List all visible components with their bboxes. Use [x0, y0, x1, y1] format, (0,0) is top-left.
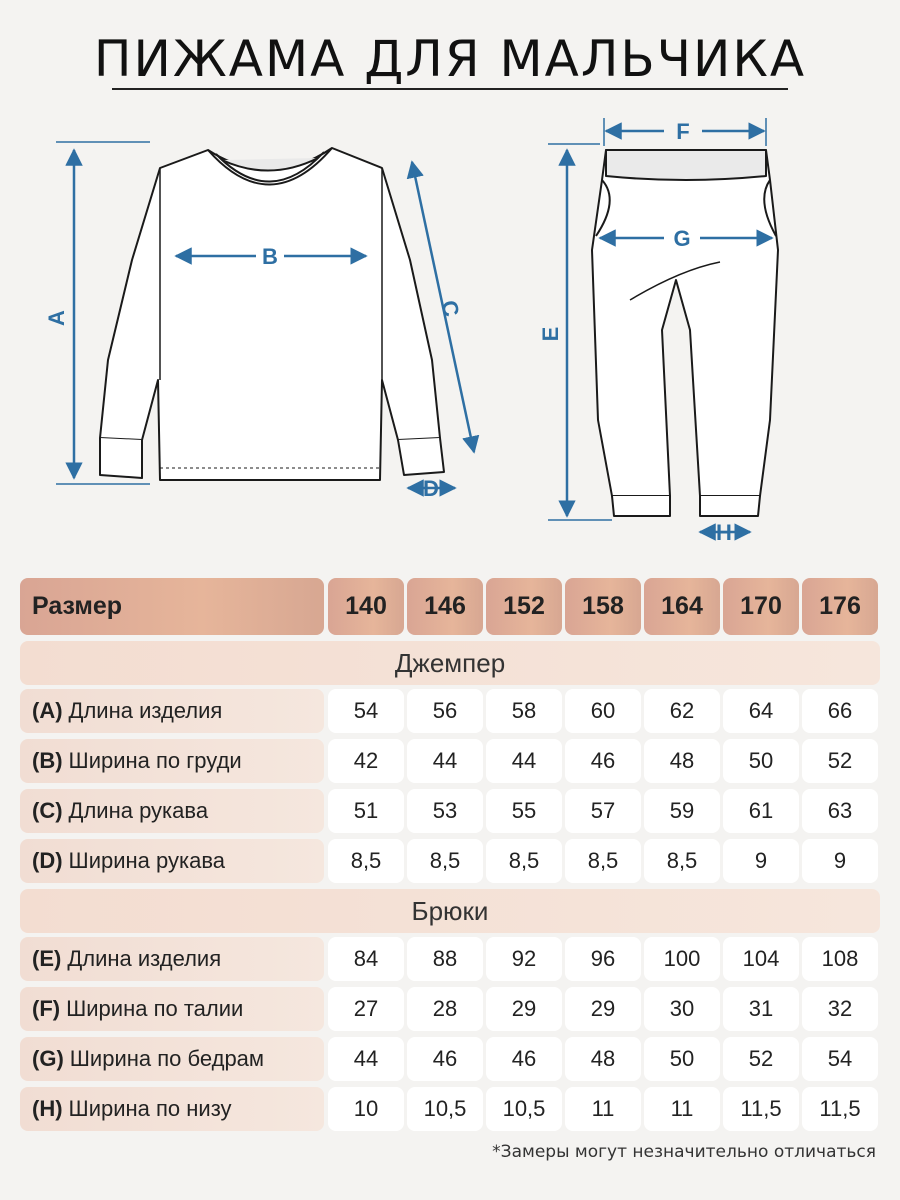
title-underline: [112, 88, 788, 90]
label-f: F: [676, 119, 690, 144]
table-value-cell: 44: [407, 739, 483, 783]
table-value-cell: 48: [565, 1037, 641, 1081]
table-value-cell: 64: [723, 689, 799, 733]
garment-illustration: [0, 100, 900, 550]
measurement-name: Длина рукава: [68, 798, 209, 823]
table-value-cell: 54: [328, 689, 404, 733]
table-value-cell: 42: [328, 739, 404, 783]
table-value-cell: 108: [802, 937, 878, 981]
table-value-cell: 9: [802, 839, 878, 883]
table-value-cell: 52: [723, 1037, 799, 1081]
table-value-cell: 9: [723, 839, 799, 883]
table-value-cell: 58: [486, 689, 562, 733]
measurement-code: (A): [32, 698, 63, 723]
measurement-name: Ширина по бедрам: [69, 1046, 265, 1071]
size-column-146: 146: [407, 578, 483, 635]
measurement-name: Ширина по груди: [68, 748, 242, 773]
pants-drawing: [592, 150, 778, 516]
footnote: *Замеры могут незначительно отличаться: [492, 1142, 876, 1162]
table-value-cell: 10,5: [407, 1087, 483, 1131]
size-column-140: 140: [328, 578, 404, 635]
label-e: E: [538, 326, 563, 342]
table-value-cell: 11: [644, 1087, 720, 1131]
table-value-cell: 32: [802, 987, 878, 1031]
size-column-170: 170: [723, 578, 799, 635]
size-header-cell: Размер: [20, 578, 324, 635]
table-value-cell: 100: [644, 937, 720, 981]
table-value-cell: 11: [565, 1087, 641, 1131]
measurement-label: [20, 987, 324, 1031]
page-title: ПИЖАМА ДЛЯ МАЛЬЧИКА: [93, 30, 807, 88]
table-value-cell: 8,5: [565, 839, 641, 883]
size-column-176: 176: [802, 578, 878, 635]
label-a: A: [44, 310, 69, 326]
table-value-cell: 31: [723, 987, 799, 1031]
measurement-label: [20, 1087, 324, 1131]
table-value-cell: 63: [802, 789, 878, 833]
measurement-code: (E): [32, 946, 62, 971]
table-value-cell: 46: [565, 739, 641, 783]
table-value-cell: 8,5: [328, 839, 404, 883]
table-value-cell: 29: [486, 987, 562, 1031]
table-value-cell: 88: [407, 937, 483, 981]
measurement-label: [20, 1037, 324, 1081]
measurement-label: [20, 689, 324, 733]
measurement-code: (F): [32, 996, 61, 1021]
table-value-cell: 29: [565, 987, 641, 1031]
table-value-cell: 61: [723, 789, 799, 833]
table-value-cell: 84: [328, 937, 404, 981]
table-value-cell: 30: [644, 987, 720, 1031]
measurement-name: Длина изделия: [68, 698, 223, 723]
table-value-cell: 52: [802, 739, 878, 783]
measurement-name: Ширина рукава: [68, 848, 226, 873]
table-value-cell: 66: [802, 689, 878, 733]
table-value-cell: 8,5: [407, 839, 483, 883]
table-value-cell: 46: [486, 1037, 562, 1081]
table-value-cell: 44: [486, 739, 562, 783]
label-c: C: [436, 298, 465, 319]
table-value-cell: 10,5: [486, 1087, 562, 1131]
measurement-name: Ширина по талии: [66, 996, 244, 1021]
table-value-cell: 59: [644, 789, 720, 833]
label-b: B: [262, 244, 278, 269]
measurement-label: [20, 739, 324, 783]
label-d: D: [423, 476, 439, 501]
table-value-cell: 11,5: [723, 1087, 799, 1131]
measurement-label: [20, 839, 324, 883]
measurement-code: (C): [32, 798, 63, 823]
table-value-cell: 11,5: [802, 1087, 878, 1131]
table-value-cell: 60: [565, 689, 641, 733]
measurement-code: (B): [32, 748, 63, 773]
table-value-cell: 8,5: [644, 839, 720, 883]
measurement-code: (G): [32, 1046, 64, 1071]
table-value-cell: 53: [407, 789, 483, 833]
table-value-cell: 55: [486, 789, 562, 833]
measurement-label: [20, 789, 324, 833]
size-column-158: 158: [565, 578, 641, 635]
measurement-code: (H): [32, 1096, 63, 1121]
sweater-drawing: [100, 148, 444, 480]
table-value-cell: 96: [565, 937, 641, 981]
table-value-cell: 104: [723, 937, 799, 981]
size-column-164: 164: [644, 578, 720, 635]
table-value-cell: 56: [407, 689, 483, 733]
table-value-cell: 51: [328, 789, 404, 833]
measurement-code: (D): [32, 848, 63, 873]
table-value-cell: 92: [486, 937, 562, 981]
table-value-cell: 46: [407, 1037, 483, 1081]
measurement-name: Ширина по низу: [68, 1096, 232, 1121]
table-value-cell: 44: [328, 1037, 404, 1081]
table-value-cell: 62: [644, 689, 720, 733]
table-value-cell: 10: [328, 1087, 404, 1131]
measurement-label: [20, 937, 324, 981]
table-value-cell: 57: [565, 789, 641, 833]
table-value-cell: 28: [407, 987, 483, 1031]
label-h: H: [716, 520, 732, 545]
table-value-cell: 27: [328, 987, 404, 1031]
table-value-cell: 50: [723, 739, 799, 783]
section-title: Джемпер: [20, 641, 880, 685]
table-value-cell: 54: [802, 1037, 878, 1081]
section-title: Брюки: [20, 889, 880, 933]
table-value-cell: 50: [644, 1037, 720, 1081]
label-g: G: [673, 226, 691, 251]
size-column-152: 152: [486, 578, 562, 635]
measurement-name: Длина изделия: [67, 946, 222, 971]
table-value-cell: 8,5: [486, 839, 562, 883]
table-value-cell: 48: [644, 739, 720, 783]
